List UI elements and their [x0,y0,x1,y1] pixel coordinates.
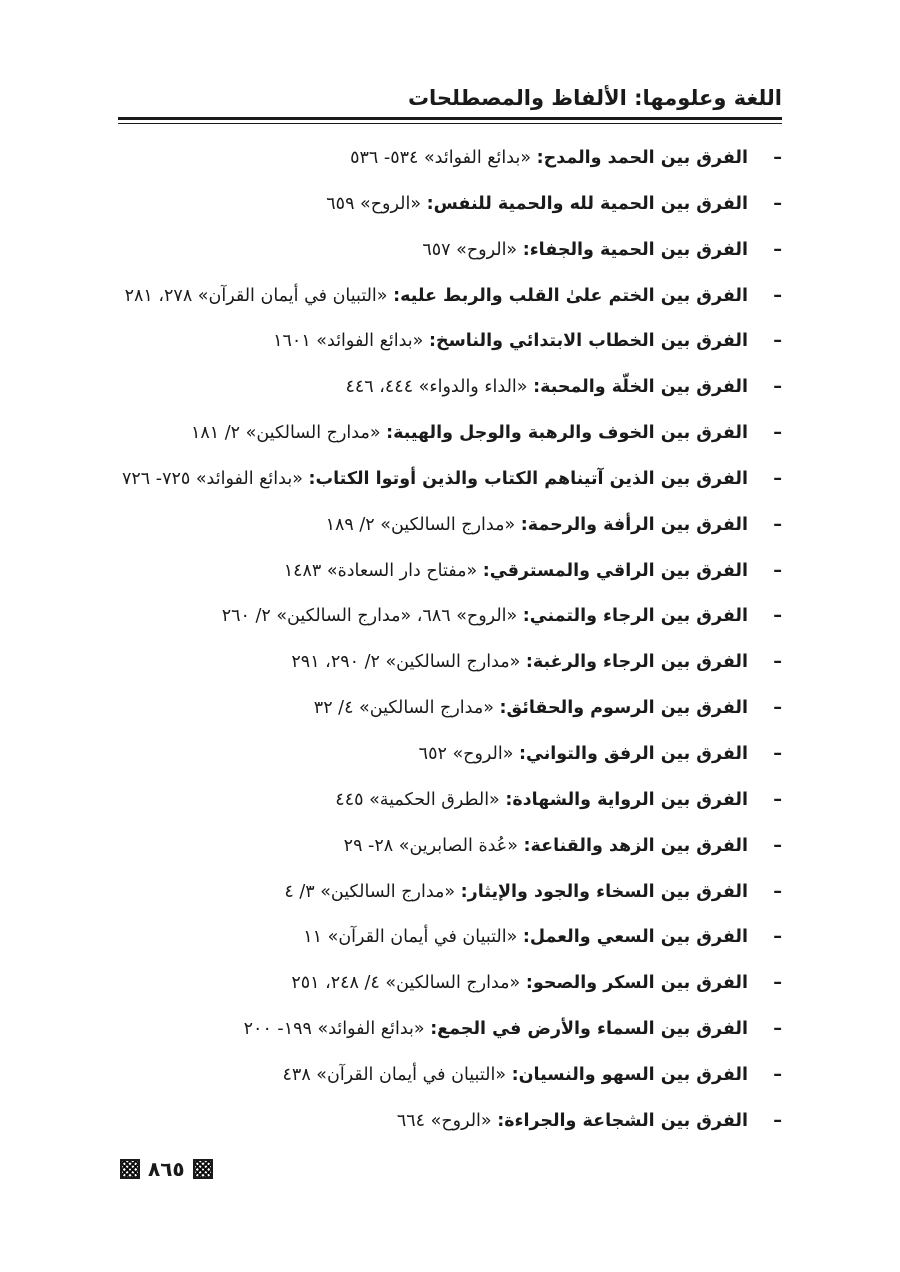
entry-term: الفرق بين الراقي والمسترقي: [482,560,748,581]
entry-source: «التبيان في أيمان القرآن» ٤٣٨ [282,1064,507,1085]
entry-term: الفرق بين الختم علىٰ القلب والربط عليه: [393,285,748,306]
list-item [122,321,782,367]
entry-source: «الروح» ٦٥٧ [422,239,518,260]
list-item [122,413,782,459]
entry-term: الفرق بين السهو والنسيان: [511,1064,748,1085]
entry-term: الفرق بين الخوف والرهبة والوجل والهيبة: [386,423,748,444]
list-item [122,596,782,642]
entry-source: «عُدة الصابرين» ٢٨- ٢٩ [343,835,518,856]
list-bullet-dash: – [773,789,782,810]
entry-term: الفرق بين الخطاب الابتدائي والناسخ: [428,331,748,352]
entry-term: الفرق بين الرفق والتواني: [519,743,748,764]
entry-term: الفرق بين الرسوم والحقائق: [499,698,748,719]
entry-source: «بدائع الفوائد» ١٩٩- ٢٠٠ [243,1019,425,1040]
entry-source: «بدائع الفوائد» ٧٢٥- ٧٢٦ [121,468,303,489]
list-item [122,688,782,734]
list-bullet-dash: – [773,285,782,306]
list-item [122,138,782,184]
list-bullet-dash: – [773,468,782,489]
entry-term: الفرق بين السماء والأرض في الجمع: [430,1019,748,1040]
list-item [122,184,782,230]
entry-term: الفرق بين الحمية لله والحمية للنفس: [426,193,748,214]
entry-source: «مدارج السالكين» ٤/ ٢٤٨، ٢٥١ [291,973,521,994]
entry-source: «مدارج السالكين» ٢/ ١٨٩ [325,514,516,535]
list-bullet-dash: – [773,377,782,398]
list-item [122,505,782,551]
running-header-title: اللغة وعلومها: الألفاظ والمصطلحات [407,86,782,110]
entry-term: الفرق بين الحمية والجفاء: [522,239,748,260]
entry-source: «مدارج السالكين» ٣/ ٤ [284,881,456,902]
list-item [122,551,782,597]
list-bullet-dash: – [773,1064,782,1085]
entry-source: «التبيان في أيمان القرآن» ١١ [303,927,518,948]
list-bullet-dash: – [773,1110,782,1131]
list-bullet-dash: – [773,606,782,627]
list-item [122,872,782,918]
list-bullet-dash: – [773,331,782,352]
list-bullet-dash: – [773,743,782,764]
header-rule-thick [118,117,782,120]
entry-term: الفرق بين الرجاء والتمني: [522,606,748,627]
list-bullet-dash: – [773,193,782,214]
list-bullet-dash: – [773,835,782,856]
entry-term: الفرق بين الرواية والشهادة: [505,789,748,810]
list-item [122,734,782,780]
ornament-square-icon [193,1159,213,1179]
ornament-square-icon [120,1159,140,1179]
index-entry-list [122,138,782,1147]
list-item [122,1055,782,1101]
list-bullet-dash: – [773,652,782,673]
list-bullet-dash: – [773,973,782,994]
list-item [122,230,782,276]
list-item [122,780,782,826]
list-item [122,459,782,505]
list-bullet-dash: – [773,1019,782,1040]
list-bullet-dash: – [773,927,782,948]
list-item [122,917,782,963]
entry-source: «الروح» ٦٨٦، «مدارج السالكين» ٢/ ٢٦٠ [221,606,518,627]
entry-source: «الطرق الحكمية» ٤٤٥ [335,789,500,810]
list-bullet-dash: – [773,560,782,581]
entry-source: «مفتاح دار السعادة» ١٤٨٣ [283,560,478,581]
entry-source: «بدائع الفوائد» ٥٣٤- ٥٣٦ [350,148,532,168]
entry-source: «الروح» ٦٥٢ [418,743,514,764]
entry-term: الفرق بين الرجاء والرغبة: [525,652,748,673]
entry-term: الفرق بين السعي والعمل: [522,927,748,948]
list-bullet-dash: – [773,881,782,902]
entry-term: الفرق بين الشجاعة والجراءة: [497,1110,748,1131]
list-bullet-dash: – [773,239,782,260]
page-number: ٨٦٥ [148,1157,185,1181]
list-item [122,1101,782,1147]
entry-term: الفرق بين الرأفة والرحمة: [520,514,748,535]
entry-term: الفرق بين الحمد والمدح: [536,148,748,168]
entry-source: «مدارج السالكين» ٢/ ١٨١ [191,423,381,444]
list-item [122,642,782,688]
list-bullet-dash: – [773,148,782,168]
entry-term: الفرق بين الذين آتيناهم الكتاب والذين أوتوا الكتاب: [308,468,748,489]
entry-term: الفرق بين الخلّة والمحبة: [533,377,748,398]
header-rule-thin [118,123,782,124]
entry-source: «التبيان في أيمان القرآن» ٢٧٨، ٢٨١ [124,285,388,306]
entry-term: الفرق بين السخاء والجود والإيثار: [460,881,748,902]
list-bullet-dash: – [773,698,782,719]
list-item [122,367,782,413]
list-bullet-dash: – [773,423,782,444]
list-item [122,826,782,872]
entry-source: «الداء والدواء» ٤٤٤، ٤٤٦ [345,377,528,398]
list-item [122,963,782,1009]
entry-source: «الروح» ٦٦٤ [396,1110,492,1131]
entry-source: «مدارج السالكين» ٢/ ٢٩٠، ٢٩١ [291,652,521,673]
entry-source: «بدائع الفوائد» ١٦٠١ [273,331,424,352]
list-bullet-dash: – [773,514,782,535]
list-item [122,276,782,322]
entry-source: «الروح» ٦٥٩ [326,193,422,214]
page-footer [120,1154,213,1184]
entry-source: «مدارج السالكين» ٤/ ٣٢ [313,698,494,719]
list-item [122,1009,782,1055]
entry-term: الفرق بين الزهد والقناعة: [523,835,748,856]
entry-term: الفرق بين السكر والصحو: [525,973,748,994]
